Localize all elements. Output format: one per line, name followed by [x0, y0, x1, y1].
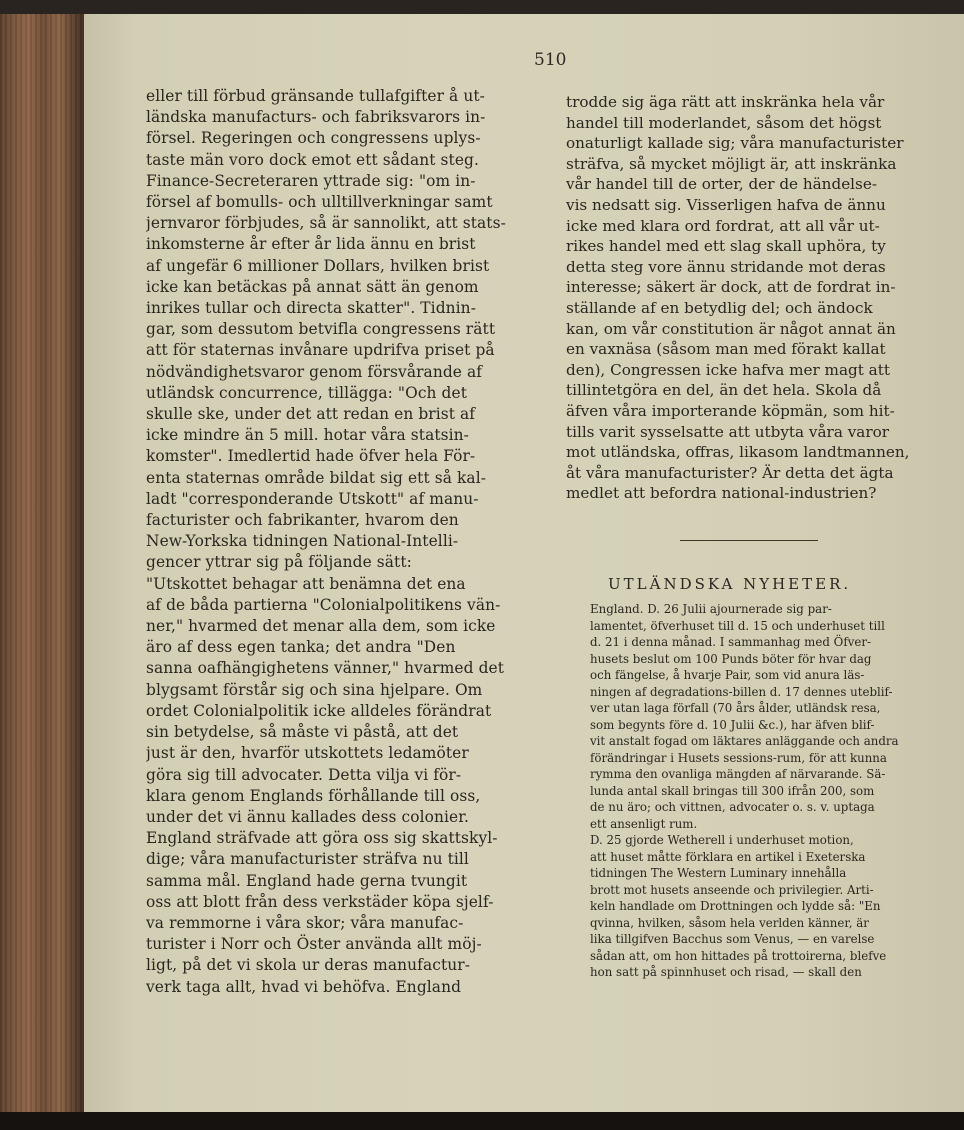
text-line: inrikes tullar och directa skatter". Tidnin- [146, 299, 476, 318]
news-text-line: och fängelse, å hvarje Pair, som vid anura läs- [590, 668, 865, 682]
text-line: under det vi ännu kallades dess colonier. [146, 807, 469, 826]
text-line: komster". Imedlertid hade öfver hela För- [146, 447, 476, 466]
news-text-line: förändringar i Husets sessions-rum, för att kunna [590, 750, 887, 765]
text-line: enta staternas område bildat sig ett så kal- [146, 468, 487, 487]
news-text-line: keln handlade om Drottningen och lydde så: "En [590, 899, 881, 913]
news-text-line: sådan att, om hon hittades på trottoirerna, blefve [590, 948, 887, 963]
text-line: kan, om vår constitution är något annat än [566, 319, 896, 338]
text-line: icke med klara ord fordrat, att all vår ut- [566, 216, 880, 235]
top-shadow-band [0, 0, 964, 14]
text-line: va remmorne i våra skor; våra manufac- [146, 913, 464, 932]
news-text-line: ningen af degradations-billen d. 17 dennes uteblif- [590, 684, 893, 699]
text-line: utländsk concurrence, tillägga: "Och det [146, 383, 468, 402]
news-text-line: de nu äro; och vittnen, advocater o. s. v. uptaga [590, 800, 875, 814]
section-heading: UTLÄNDSKA NYHETER. [608, 575, 852, 593]
text-line: tills varit sysselsatte att utbyta våra varor [566, 422, 889, 441]
news-text-line: England. D. 26 Julii ajournerade sig par- [590, 602, 832, 616]
text-line: trodde sig äga rätt att inskränka hela vår [566, 93, 885, 111]
news-text-line: d. 21 i denna månad. I sammanhag med Öfver- [590, 635, 871, 649]
text-line: gencer yttrar sig på följande sätt: [146, 553, 412, 572]
text-line: mot utländska, offras, likasom landtmannen, [566, 443, 910, 462]
news-text-line: vit anstalt fogad om läktares anläggande och andra [590, 734, 899, 748]
text-line: klara genom Englands förhållande till oss, [146, 786, 481, 805]
text-line: ligt, på det vi skola ur deras manufactur- [146, 956, 470, 975]
text-line: ladt "corresponderande Utskott" af manu- [146, 489, 479, 508]
text-line: ner," hvarmed det menar alla dem, som icke [146, 617, 496, 636]
text-line: facturister och fabrikanter, hvarom den [146, 511, 459, 530]
text-line: tillintetgöra en del, än det hela. Skola då [566, 381, 882, 400]
text-line: England sträfvade att göra oss sig skattskyl- [146, 829, 498, 848]
text-line: dige; våra manufacturister sträfva nu till [146, 850, 469, 869]
text-line: af ungefär 6 millioner Dollars, hvilken brist [146, 256, 490, 275]
text-line: sträfva, så mycket möjligt är, att inskränka [566, 154, 897, 173]
text-line: handel till moderlandet, såsom det högst [566, 113, 882, 132]
news-text-line: D. 25 gjorde Wetherell i underhuset motion, [590, 833, 854, 847]
page-number: 510 [534, 50, 567, 70]
text-line: ländska manufacturs- och fabriksvarors in- [146, 108, 486, 127]
news-text-line: ett ansenligt rum. [590, 816, 698, 831]
text-line: oss att blott från dess verkstäder köpa sjelf- [146, 892, 494, 911]
text-line: jernvaror förbjudes, så är sannolikt, att stats- [146, 214, 506, 233]
text-line: turister i Norr och Öster använda allt möj- [146, 935, 482, 954]
text-line: rikes handel med ett slag skall uphöra, ty [566, 237, 886, 256]
text-line: försel. Regeringen och congressens uplys- [146, 129, 481, 148]
news-text-line: lika tillgifven Bacchus som Venus, — en varelse [590, 932, 875, 946]
text-line: vis nedsatt sig. Visserligen hafva de ännu [566, 195, 886, 214]
text-line: äro af dess egen tanka; det andra "Den [146, 638, 456, 657]
text-line: New-Yorkska tidningen National-Intelli- [146, 532, 459, 551]
text-line: "Utskottet behagar att benämna det ena [146, 574, 466, 593]
news-text-line: ver utan laga förfall (70 års ålder, utländsk resa, [590, 701, 881, 715]
text-line: ställande af en betydlig del; och ändock [566, 298, 873, 317]
text-line: interesse; säkert är dock, att de fordrat in- [566, 278, 896, 297]
text-line: blygsamt förstår sig och sina hjelpare. Om [146, 680, 483, 699]
text-line: taste män voro dock emot ett sådant steg. [146, 150, 479, 169]
text-line: inkomsterne år efter år lida ännu en brist [146, 235, 476, 254]
news-text-line: rymma den ovanliga mängden af närvarande. Sä- [590, 767, 886, 781]
text-line: vår handel till de orter, der de händelse- [566, 175, 877, 194]
right-column [566, 92, 936, 504]
text-line: samma mål. England hade gerna tvungit [146, 871, 468, 890]
text-line: eller till förbud gränsande tullafgifter å ut- [146, 87, 485, 105]
text-line: äfven våra importerande köpmän, som hit- [566, 401, 895, 420]
news-text-line: qvinna, hvilken, såsom hela verlden känner, är [590, 915, 869, 930]
section-divider [680, 540, 818, 541]
text-line: skulle ske, under det att redan en brist af [146, 405, 476, 424]
news-text-line: husets beslut om 100 Punds böter för hvar dag [590, 651, 872, 666]
text-line: onaturligt kallade sig; våra manufacturister [566, 134, 904, 153]
text-line: nödvändighetsvaror genom försvårande af [146, 362, 483, 381]
news-text-line: brott mot husets anseende och privilegier. Arti- [590, 882, 874, 897]
text-line: icke mindre än 5 mill. hotar våra statsin- [146, 426, 469, 445]
text-line: verk taga allt, hvad vi behöfva. England [146, 977, 462, 996]
news-column [590, 601, 936, 981]
text-line: göra sig till advocater. Detta vilja vi för- [146, 765, 462, 784]
text-line: ordet Colonialpolitik icke alldeles förändrat [146, 701, 492, 720]
text-line: försel af bomulls- och ulltillverkningar samt [146, 193, 493, 212]
text-line: medlet att befordra national-industrien? [566, 484, 877, 503]
text-line: just är den, hvarför utskottets ledamöter [146, 744, 469, 763]
news-text-line: hon satt på spinnhuset och risad, — skall den [590, 965, 862, 979]
text-line: en vaxnäsa (såsom man med förakt kallat [566, 340, 886, 359]
news-text-line: lunda antal skall bringas till 300 ifrån 200, som [590, 783, 875, 798]
news-text-line: lamentet, öfverhuset till d. 15 och underhuset till [590, 618, 885, 633]
bottom-shadow-band [0, 1112, 964, 1130]
text-line: sin betydelse, så måste vi påstå, att det [146, 723, 459, 742]
news-text-line: tidningen The Western Luminary innehålla [590, 866, 847, 880]
text-line: gar, som dessutom betvifla congressens rätt [146, 320, 496, 339]
news-text-line: som begynts före d. 10 Julii &c.), har äfven blif- [590, 717, 875, 732]
text-line: att för staternas invånare updrifva priset på [146, 341, 495, 360]
text-line: sanna oafhängighetens vänner," hvarmed det [146, 659, 505, 678]
news-text-line: att huset måtte förklara en artikel i Exeterska [590, 849, 866, 864]
text-line: den), Congressen icke hafva mer magt att [566, 360, 890, 379]
left-column [146, 86, 542, 998]
text-line: åt våra manufacturister? Är detta det ägta [566, 463, 894, 482]
book-spine-edge [0, 14, 84, 1112]
text-line: detta steg vore ännu stridande mot deras [566, 257, 886, 276]
text-line: icke kan betäckas på annat sätt än genom [146, 277, 479, 296]
text-line: Finance-Secreteraren yttrade sig: "om in- [146, 171, 476, 190]
text-line: af de båda partierna "Colonialpolitikens vän- [146, 595, 501, 614]
